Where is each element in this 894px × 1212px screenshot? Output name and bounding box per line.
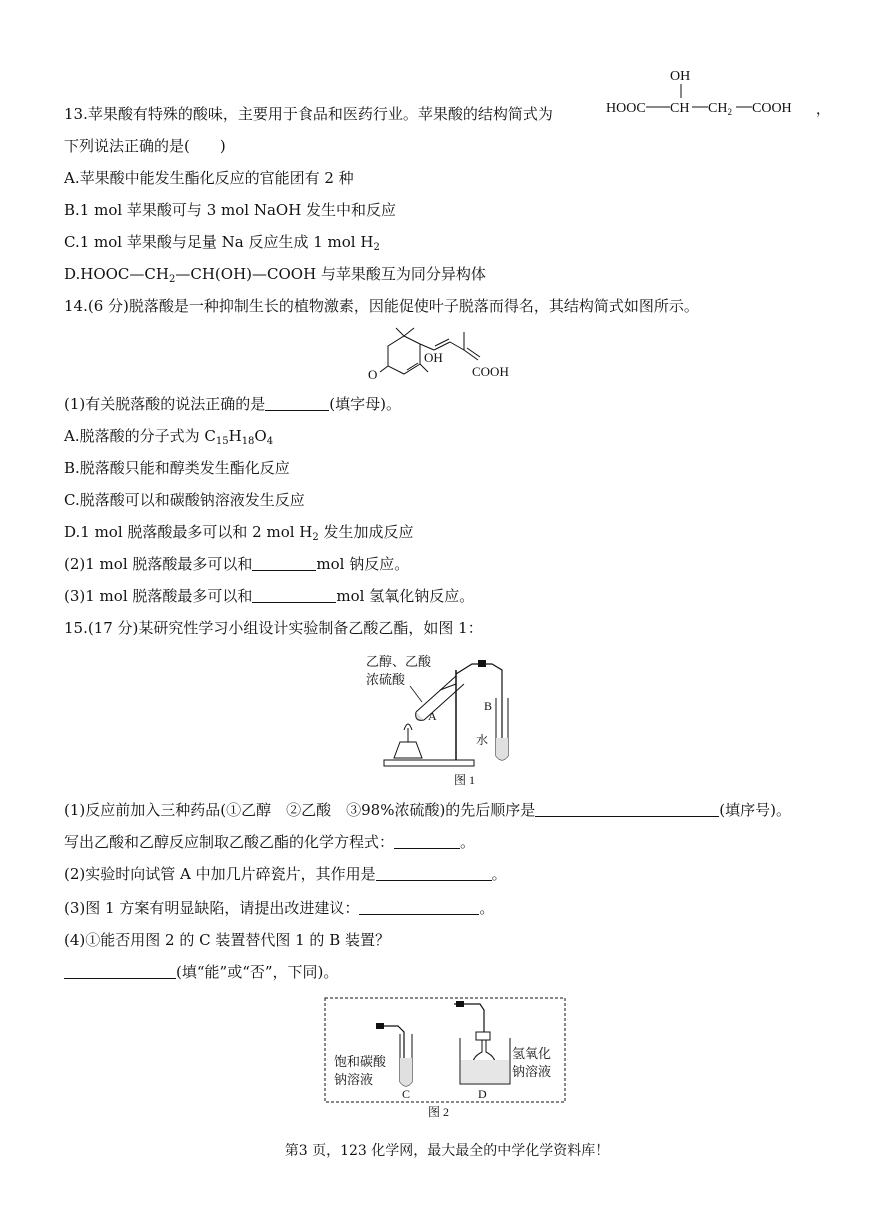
malic-acid-structure: [600, 60, 840, 126]
fig2-label-c: C: [402, 1087, 411, 1101]
q15-part4-line2: (填“能”或“否”，下同)。: [64, 962, 338, 982]
q15-part3: (3)图 1 方案有明显缺陷，请提出改进建议： 。: [64, 899, 495, 917]
q15-part1: (1)反应前加入三种药品(①乙醇 ②乙酸 ③98%浓硫酸)的先后顺序是 (填序号)。: [64, 801, 792, 819]
malic-ch2-label: $CH_2$: [708, 101, 732, 117]
q14-part2-blank[interactable]: [252, 555, 316, 571]
q15-part1-equation: 写出乙酸和乙醇反应制取乙酸乙酯的化学方程式： 。: [64, 833, 476, 851]
q15-part2-blank[interactable]: [376, 865, 492, 881]
malic-oh-label: OH: [670, 69, 691, 84]
q14-part1-blank[interactable]: [265, 395, 329, 411]
fig1-label-b: B: [484, 699, 493, 713]
fig2-c-label-2: 钠溶液: [334, 1072, 374, 1087]
fig1-caption: 图 1: [454, 773, 476, 787]
malic-cooh-label: COOH: [752, 101, 792, 116]
fig1-reagent-label-1: 乙醇、乙酸: [366, 654, 432, 669]
fig2-c-label-1: 饱和碳酸: [334, 1054, 387, 1069]
q15-stem: 15.(17 分)某研究性学习小组设计实验制备乙酸乙酯，如图 1：: [64, 619, 483, 637]
q14-option-c: C.脱落酸可以和碳酸钠溶液发生反应: [64, 491, 305, 509]
abscisic-oh-label: OH: [424, 350, 443, 365]
malic-comma: ，: [816, 103, 830, 118]
fig2-caption: 图 2: [428, 1105, 450, 1119]
q15-equation-blank[interactable]: [394, 833, 460, 849]
figure-2-apparatus: [324, 996, 568, 1122]
abscisic-cooh-label: COOH: [472, 364, 509, 379]
q14-stem: 14.(6 分)脱落酸是一种抑制生长的植物激素，因能促使叶子脱落而得名，其结构简式如图所示。: [64, 297, 699, 315]
malic-hooc-label: HOOC: [606, 101, 646, 116]
malic-ch-label: CH: [670, 101, 690, 116]
abscisic-acid-structure: [360, 326, 520, 382]
q13-stem-line1: [64, 104, 553, 124]
q13-option-c: C.1 mol 苹果酸与足量 Na 反应生成 1 mol $H_2$: [64, 233, 380, 253]
q14-part1: (1)有关脱落酸的说法正确的是 (填字母)。: [64, 395, 401, 413]
q14-part3-blank[interactable]: [252, 587, 336, 603]
fig1-water-label: 水: [476, 733, 489, 747]
figure-1-apparatus: [360, 650, 530, 790]
q15-part4-blank[interactable]: [64, 963, 176, 979]
q15-part2: (2)实验时向试管 A 中加几片碎瓷片，其作用是 。: [64, 865, 507, 883]
q13-stem-text: 13.苹果酸有特殊的酸味，主要用于食品和医药行业。苹果酸的结构简式为: [64, 105, 553, 123]
fig1-reagent-label-2: 浓硫酸: [366, 672, 406, 687]
q15-part1-blank[interactable]: [535, 801, 719, 817]
q15-part3-blank[interactable]: [359, 899, 479, 915]
q14-part3: (3)1 mol 脱落酸最多可以和 mol 氢氧化钠反应。: [64, 587, 475, 605]
q14-option-a: A.脱落酸的分子式为 $C_{15}H_{18}O_4$: [64, 427, 274, 447]
fig2-label-d: D: [478, 1087, 487, 1101]
fig1-label-a: A: [428, 709, 437, 723]
q15-part4-line1: (4)①能否用图 2 的 C 装置替代图 1 的 B 装置？: [64, 931, 390, 949]
q14-option-b: B.脱落酸只能和醇类发生酯化反应: [64, 459, 290, 477]
page-footer: 第3 页，123 化学网，最大最全的中学化学资料库！: [284, 1143, 610, 1159]
q13-option-b: B.1 mol 苹果酸可与 3 mol NaOH 发生中和反应: [64, 201, 397, 219]
abscisic-o-label: O: [368, 367, 378, 382]
fig2-d-label-2: 钠溶液: [512, 1064, 552, 1079]
q13-option-a: A.苹果酸中能发生酯化反应的官能团有 2 种: [64, 169, 354, 187]
q13-option-d: $D.HOOC—CH_2—CH(OH)—COOH$ 与苹果酸互为同分异构体: [64, 265, 486, 285]
q14-part2: (2)1 mol 脱落酸最多可以和 mol 钠反应。: [64, 555, 410, 573]
fig2-d-label-1: 氢氧化: [512, 1046, 552, 1061]
q13-stem-line2: 下列说法正确的是( ): [64, 137, 226, 155]
q14-option-d: D.1 mol 脱落酸最多可以和 2 mol $H_2$ 发生加成反应: [64, 523, 414, 543]
